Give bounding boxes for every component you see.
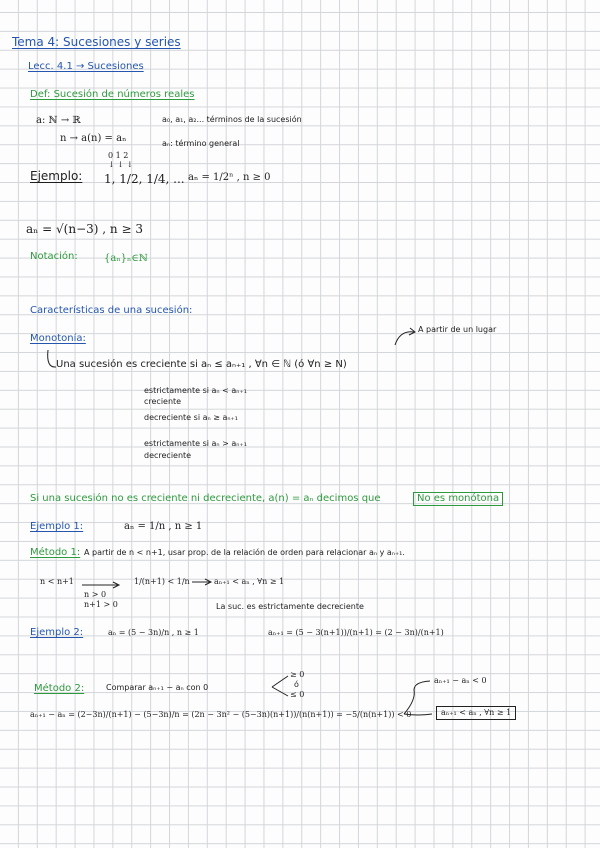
example2-next-term: aₙ₊₁ = (5 − 3(n+1))/(n+1) = (2 − 3n)/(n+1) (268, 628, 444, 637)
example-sequence: 1, 1/2, 1/4, ... (104, 172, 185, 186)
definition-label: Def: Sucesión de números reales (30, 89, 195, 100)
option-or: ó (294, 680, 299, 689)
strictly-increasing: estrictamente si aₙ < aₙ₊₁ (144, 386, 247, 395)
example1-conclusion: La suc. es estrictamente decreciente (216, 602, 364, 611)
characteristics-heading: Características de una sucesión: (30, 305, 193, 316)
side-note: A partir de un lugar (418, 325, 497, 334)
ineq-left: n < n+1 (40, 577, 74, 586)
ineq-mid: 1/(n+1) < 1/n (134, 577, 190, 586)
not-monotone-text: Si una sucesión no es creciente ni decreciente, a(n) = aₙ decimos que (30, 493, 381, 504)
result-top: aₙ₊₁ − aₙ < 0 (434, 676, 487, 685)
method1-text: A partir de n < n+1, usar prop. de la relación de orden para relacionar aₙ y aₙ₊₁. (84, 548, 405, 557)
decreasing: decreciente si aₙ ≥ aₙ₊₁ (144, 413, 238, 422)
page-title: Tema 4: Sucesiones y series (12, 35, 181, 49)
example-general-term: aₙ = 1/2ⁿ , n ≥ 0 (188, 172, 271, 183)
option-leq: ≤ 0 (290, 690, 305, 699)
example1-label: Ejemplo 1: (30, 521, 84, 532)
monotonia-label: Monotonía: (30, 333, 86, 344)
example2-label: Ejemplo 2: (30, 627, 84, 638)
cond-n1: n+1 > 0 (84, 600, 118, 609)
map-domain: a: ℕ → ℝ (36, 115, 81, 126)
method1-label: Método 1: (30, 547, 81, 558)
monotonia-increasing: Una sucesión es creciente si aₙ ≤ aₙ₊₁ , ∀n ∈ ℕ (ó ∀n ≥ N) (56, 359, 347, 370)
map-rule: n → a(n) = aₙ (60, 133, 127, 144)
sqrt-example: aₙ = √(n−3) , n ≥ 3 (26, 222, 143, 236)
difference-calculation: aₙ₊₁ − aₙ = (2−3n)/(n+1) − (5−3n)/n = (2n − 3n² − (5−3n)(n+1))/(n(n+1)) = −5/(n(n+1)) < 0 (30, 710, 412, 719)
example-index-arrows: ↓ ↓ ↓ (108, 160, 134, 169)
not-monotone-box: No es monótona (413, 492, 503, 506)
strictly-decreasing-word: decreciente (144, 451, 192, 460)
cond-n: n > 0 (84, 590, 107, 599)
example-indices: 0 1 2 (108, 151, 129, 160)
terms-note: a₀, a₁, a₂... términos de la sucesión (162, 115, 302, 124)
general-term-note: aₙ: término general (162, 139, 240, 148)
option-geq: ≥ 0 (290, 670, 305, 679)
example1-formula: aₙ = 1/n , n ≥ 1 (124, 521, 203, 532)
notation-label: Notación: (30, 251, 78, 262)
strictly-increasing-word: creciente (144, 397, 182, 406)
ineq-result: aₙ₊₁ < aₙ , ∀n ≥ 1 (214, 577, 285, 586)
notation-value: {aₙ}ₙ∈ℕ (104, 253, 148, 264)
compare-text: Comparar aₙ₊₁ − aₙ con 0 (106, 683, 209, 692)
example-label: Ejemplo: (30, 169, 83, 183)
result-box: aₙ₊₁ < aₙ , ∀n ≥ 1 (436, 706, 516, 720)
example2-formula: aₙ = (5 − 3n)/n , n ≥ 1 (108, 628, 199, 637)
strictly-decreasing: estrictamente si aₙ > aₙ₊₁ (144, 439, 247, 448)
method2-label: Método 2: (34, 683, 85, 694)
lesson-heading: Lecc. 4.1 → Sucesiones (28, 61, 144, 72)
